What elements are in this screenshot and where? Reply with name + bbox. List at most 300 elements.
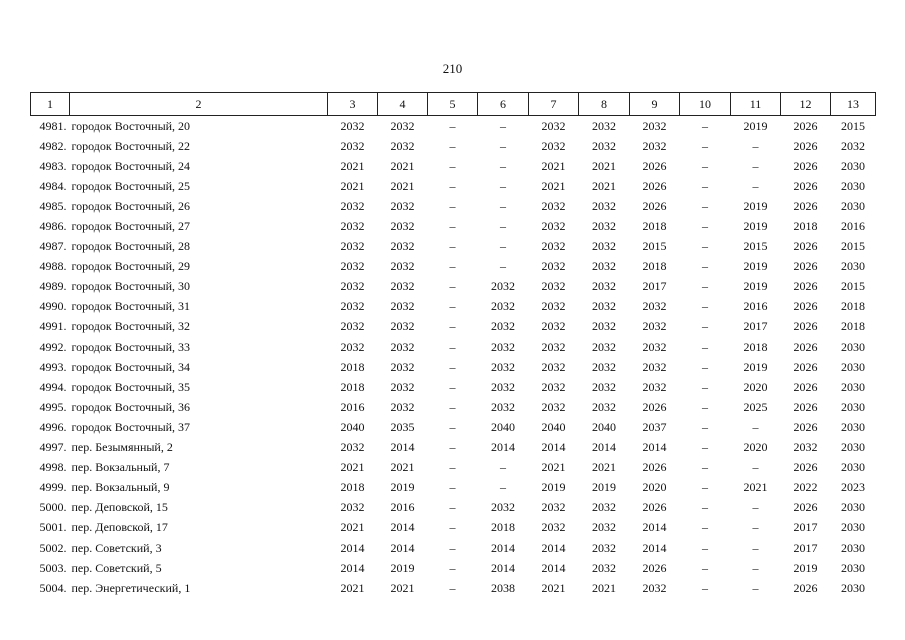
address-cell: городок Восточный, 22 xyxy=(71,138,191,153)
year-cell: 2032 xyxy=(390,219,415,234)
year-cell: 2032 xyxy=(541,399,566,414)
table-row xyxy=(31,538,876,558)
year-cell: – xyxy=(449,138,456,153)
year-cell: – xyxy=(702,138,708,153)
year-cell: 2018 xyxy=(642,219,667,234)
year-cell: – xyxy=(449,198,456,213)
year-cell: 2032 xyxy=(340,118,365,133)
column-header-2: 2 xyxy=(70,93,328,116)
address-cell: городок Восточный, 20 xyxy=(71,118,191,133)
year-cell: 2032 xyxy=(642,319,667,334)
address-cell: пер. Энергетический, 1 xyxy=(71,580,191,595)
address-cell: пер. Деповской, 15 xyxy=(71,500,168,515)
year-cell: 2032 xyxy=(642,118,667,133)
year-cell: 2032 xyxy=(340,319,365,334)
address-cell: городок Восточный, 29 xyxy=(71,259,191,274)
year-cell: 2014 xyxy=(491,440,515,455)
year-cell: 2032 xyxy=(491,339,515,354)
year-cell: 2032 xyxy=(541,339,566,354)
year-cell: – xyxy=(500,158,506,173)
address-cell: пер. Безымянный, 2 xyxy=(71,440,173,455)
year-cell: 2032 xyxy=(541,118,566,133)
address-cell: городок Восточный, 32 xyxy=(71,319,191,334)
year-cell: 2032 xyxy=(642,339,667,354)
year-cell: 2019 xyxy=(743,259,768,274)
year-cell: 2018 xyxy=(841,299,865,314)
year-cell: 2032 xyxy=(841,138,865,153)
year-cell: 2014 xyxy=(642,540,667,555)
address-cell: городок Восточный, 26 xyxy=(71,198,191,213)
year-cell: 2017 xyxy=(642,279,667,294)
year-cell: – xyxy=(449,460,456,475)
year-cell: 2030 xyxy=(841,500,865,515)
row-number: 4996. xyxy=(39,419,67,434)
year-cell: 2040 xyxy=(541,419,566,434)
year-cell: – xyxy=(752,460,759,475)
year-cell: – xyxy=(449,419,456,434)
year-cell: – xyxy=(702,440,708,455)
table-body xyxy=(31,116,876,599)
year-cell: – xyxy=(702,460,708,475)
year-cell: – xyxy=(752,540,759,555)
year-cell: 2015 xyxy=(743,239,768,254)
row-number: 4981. xyxy=(39,118,67,133)
table-row xyxy=(31,216,876,236)
year-cell: 2026 xyxy=(642,500,667,515)
address-cell: городок Восточный, 37 xyxy=(71,419,191,434)
year-cell: 2019 xyxy=(743,219,768,234)
table-row xyxy=(31,478,876,498)
address-cell: городок Восточный, 25 xyxy=(71,178,191,193)
year-cell: – xyxy=(752,178,759,193)
year-cell: 2014 xyxy=(541,540,566,555)
year-cell: 2032 xyxy=(340,339,365,354)
year-cell: 2032 xyxy=(390,299,415,314)
year-cell: 2018 xyxy=(340,480,365,495)
year-cell: 2032 xyxy=(541,299,566,314)
year-cell: 2032 xyxy=(390,339,415,354)
year-cell: 2032 xyxy=(592,359,616,374)
year-cell: 2015 xyxy=(642,239,667,254)
year-cell: 2026 xyxy=(793,279,818,294)
column-header-7: 7 xyxy=(529,93,579,116)
year-cell: 2032 xyxy=(390,379,415,394)
year-cell: 2026 xyxy=(642,178,667,193)
year-cell: – xyxy=(500,460,506,475)
year-cell: 2030 xyxy=(841,560,865,575)
year-cell: 2019 xyxy=(592,480,616,495)
row-number: 4982. xyxy=(39,138,67,153)
year-cell: 2035 xyxy=(390,419,415,434)
year-cell: – xyxy=(449,178,456,193)
year-cell: 2021 xyxy=(743,480,768,495)
year-cell: – xyxy=(702,560,708,575)
year-cell: 2026 xyxy=(793,379,818,394)
year-cell: 2030 xyxy=(841,359,865,374)
year-cell: 2021 xyxy=(541,178,566,193)
year-cell: 2032 xyxy=(541,138,566,153)
table-row xyxy=(31,136,876,156)
year-cell: 2037 xyxy=(642,419,667,434)
year-cell: 2026 xyxy=(642,460,667,475)
year-cell: – xyxy=(702,118,708,133)
table-row xyxy=(31,317,876,337)
year-cell: 2030 xyxy=(841,419,865,434)
year-cell: 2032 xyxy=(541,500,566,515)
year-cell: 2030 xyxy=(841,580,865,595)
year-cell: – xyxy=(702,239,708,254)
year-cell: – xyxy=(449,319,456,334)
year-cell: 2032 xyxy=(390,319,415,334)
year-cell: 2014 xyxy=(642,440,667,455)
year-cell: 2016 xyxy=(743,299,768,314)
year-cell: 2014 xyxy=(340,560,365,575)
table-row xyxy=(31,558,876,578)
year-cell: – xyxy=(449,440,456,455)
year-cell: 2032 xyxy=(390,279,415,294)
year-cell: 2021 xyxy=(390,580,415,595)
year-cell: 2019 xyxy=(743,118,768,133)
column-header-12: 12 xyxy=(781,93,831,116)
year-cell: 2032 xyxy=(541,520,566,535)
year-cell: 2026 xyxy=(793,460,818,475)
year-cell: 2021 xyxy=(340,460,365,475)
year-cell: 2032 xyxy=(491,500,515,515)
year-cell: 2030 xyxy=(841,198,865,213)
year-cell: – xyxy=(702,359,708,374)
year-cell: 2021 xyxy=(592,580,616,595)
year-cell: 2026 xyxy=(793,500,818,515)
year-cell: 2026 xyxy=(793,239,818,254)
year-cell: 2014 xyxy=(491,560,515,575)
year-cell: 2025 xyxy=(743,399,768,414)
year-cell: – xyxy=(702,580,708,595)
year-cell: – xyxy=(702,198,708,213)
table-row xyxy=(31,498,876,518)
year-cell: 2021 xyxy=(340,520,365,535)
row-number: 4983. xyxy=(39,158,67,173)
year-cell: – xyxy=(702,259,708,274)
year-cell: 2032 xyxy=(390,359,415,374)
year-cell: 2032 xyxy=(340,239,365,254)
year-cell: – xyxy=(702,279,708,294)
column-header-6: 6 xyxy=(478,93,529,116)
row-number: 4993. xyxy=(39,359,67,374)
year-cell: – xyxy=(702,520,708,535)
year-cell: 2026 xyxy=(793,419,818,434)
year-cell: – xyxy=(752,419,759,434)
year-cell: 2021 xyxy=(340,158,365,173)
column-header-9: 9 xyxy=(630,93,680,116)
year-cell: 2032 xyxy=(592,239,616,254)
year-cell: 2018 xyxy=(340,359,365,374)
row-number: 4989. xyxy=(39,279,67,294)
year-cell: 2032 xyxy=(390,259,415,274)
year-cell: 2030 xyxy=(841,339,865,354)
year-cell: 2019 xyxy=(390,480,415,495)
address-cell: городок Восточный, 30 xyxy=(71,279,191,294)
year-cell: 2026 xyxy=(793,319,818,334)
year-cell: 2032 xyxy=(390,239,415,254)
year-cell: 2032 xyxy=(541,359,566,374)
page-number: 210 xyxy=(442,61,463,76)
row-number: 4991. xyxy=(39,319,67,334)
year-cell: 2018 xyxy=(491,520,515,535)
year-cell: 2032 xyxy=(592,399,616,414)
year-cell: 2032 xyxy=(340,259,365,274)
year-cell: 2026 xyxy=(793,580,818,595)
year-cell: 2018 xyxy=(340,379,365,394)
year-cell: 2032 xyxy=(592,118,616,133)
year-cell: – xyxy=(702,379,708,394)
year-cell: 2032 xyxy=(491,399,515,414)
year-cell: 2026 xyxy=(642,399,667,414)
year-cell: 2032 xyxy=(340,219,365,234)
column-header-3: 3 xyxy=(328,93,378,116)
year-cell: 2038 xyxy=(491,580,515,595)
year-cell: 2032 xyxy=(491,359,515,374)
year-cell: – xyxy=(449,279,456,294)
year-cell: 2040 xyxy=(340,419,365,434)
year-cell: 2014 xyxy=(541,440,566,455)
row-number: 4987. xyxy=(39,239,67,254)
year-cell: 2032 xyxy=(340,500,365,515)
year-cell: 2032 xyxy=(541,319,566,334)
year-cell: – xyxy=(752,158,759,173)
year-cell: 2019 xyxy=(743,279,768,294)
row-number: 4984. xyxy=(39,178,67,193)
year-cell: 2032 xyxy=(592,540,616,555)
address-cell: городок Восточный, 34 xyxy=(71,359,191,374)
year-cell: 2021 xyxy=(390,460,415,475)
year-cell: – xyxy=(500,198,506,213)
address-cell: городок Восточный, 24 xyxy=(71,158,191,173)
year-cell: 2032 xyxy=(491,319,515,334)
year-cell: 2032 xyxy=(592,299,616,314)
year-cell: 2032 xyxy=(592,259,616,274)
year-cell: 2014 xyxy=(592,440,616,455)
year-cell: 2018 xyxy=(793,219,818,234)
column-header-1: 1 xyxy=(31,93,70,116)
year-cell: 2032 xyxy=(592,500,616,515)
row-number: 4986. xyxy=(39,219,67,234)
year-cell: 2032 xyxy=(642,359,667,374)
year-cell: 2015 xyxy=(841,118,865,133)
table-row xyxy=(31,357,876,377)
year-cell: – xyxy=(702,158,708,173)
year-cell: – xyxy=(500,259,506,274)
address-cell: пер. Советский, 5 xyxy=(71,560,162,575)
year-cell: 2026 xyxy=(793,359,818,374)
year-cell: – xyxy=(449,339,456,354)
year-cell: 2032 xyxy=(592,520,616,535)
year-cell: – xyxy=(752,500,759,515)
year-cell: 2026 xyxy=(642,560,667,575)
year-cell: – xyxy=(500,138,506,153)
year-cell: – xyxy=(752,560,759,575)
year-cell: 2020 xyxy=(743,440,768,455)
address-cell: городок Восточный, 27 xyxy=(71,219,191,234)
year-cell: 2020 xyxy=(743,379,768,394)
year-cell: 2032 xyxy=(340,299,365,314)
year-cell: – xyxy=(702,540,708,555)
table-row xyxy=(31,297,876,317)
year-cell: 2019 xyxy=(743,359,768,374)
year-cell: 2015 xyxy=(841,279,865,294)
year-cell: 2015 xyxy=(841,239,865,254)
year-cell: 2032 xyxy=(491,299,515,314)
year-cell: 2032 xyxy=(390,198,415,213)
year-cell: – xyxy=(500,118,506,133)
year-cell: 2021 xyxy=(592,178,616,193)
year-cell: 2030 xyxy=(841,440,865,455)
year-cell: 2020 xyxy=(642,480,667,495)
year-cell: – xyxy=(702,178,708,193)
year-cell: – xyxy=(752,580,759,595)
year-cell: 2017 xyxy=(793,520,818,535)
year-cell: 2032 xyxy=(592,339,616,354)
row-number: 4994. xyxy=(39,379,67,394)
table-row xyxy=(31,458,876,478)
address-cell: городок Восточный, 33 xyxy=(71,339,191,354)
year-cell: 2032 xyxy=(390,399,415,414)
year-cell: – xyxy=(449,580,456,595)
year-cell: – xyxy=(500,480,506,495)
year-cell: 2030 xyxy=(841,379,865,394)
year-cell: 2032 xyxy=(541,379,566,394)
year-cell: – xyxy=(449,359,456,374)
table-row xyxy=(31,277,876,297)
year-cell: 2030 xyxy=(841,399,865,414)
year-cell: 2021 xyxy=(541,158,566,173)
year-cell: 2014 xyxy=(491,540,515,555)
row-number: 5003. xyxy=(39,560,67,575)
row-number: 4992. xyxy=(39,339,67,354)
year-cell: 2018 xyxy=(841,319,865,334)
year-cell: – xyxy=(449,379,456,394)
year-cell: 2030 xyxy=(841,540,865,555)
year-cell: 2019 xyxy=(390,560,415,575)
column-header-10: 10 xyxy=(680,93,731,116)
year-cell: 2017 xyxy=(743,319,768,334)
year-cell: 2032 xyxy=(541,259,566,274)
year-cell: 2018 xyxy=(743,339,768,354)
address-cell: пер. Деповской, 17 xyxy=(71,520,168,535)
row-number: 4998. xyxy=(39,460,67,475)
year-cell: 2014 xyxy=(390,440,415,455)
year-cell: 2019 xyxy=(541,480,566,495)
year-cell: 2032 xyxy=(390,118,415,133)
year-cell: 2030 xyxy=(841,460,865,475)
year-cell: 2032 xyxy=(541,198,566,213)
year-cell: – xyxy=(500,239,506,254)
year-cell: 2032 xyxy=(592,138,616,153)
year-cell: 2014 xyxy=(390,520,415,535)
year-cell: 2021 xyxy=(340,580,365,595)
table-row xyxy=(31,116,876,137)
year-cell: 2026 xyxy=(793,118,818,133)
year-cell: 2032 xyxy=(642,299,667,314)
year-cell: 2032 xyxy=(592,279,616,294)
year-cell: 2026 xyxy=(793,259,818,274)
table-row xyxy=(31,257,876,277)
year-cell: 2023 xyxy=(841,480,865,495)
year-cell: 2032 xyxy=(340,440,365,455)
year-cell: 2021 xyxy=(541,460,566,475)
year-cell: – xyxy=(702,219,708,234)
year-cell: – xyxy=(449,158,456,173)
year-cell: 2021 xyxy=(390,178,415,193)
year-cell: 2030 xyxy=(841,178,865,193)
row-number: 4995. xyxy=(39,399,67,414)
year-cell: 2026 xyxy=(793,178,818,193)
year-cell: 2021 xyxy=(390,158,415,173)
year-cell: 2026 xyxy=(642,198,667,213)
year-cell: 2026 xyxy=(642,158,667,173)
year-cell: – xyxy=(500,178,506,193)
year-cell: – xyxy=(702,480,708,495)
column-header-4: 4 xyxy=(378,93,428,116)
year-cell: 2021 xyxy=(592,158,616,173)
year-cell: – xyxy=(449,299,456,314)
row-number: 5002. xyxy=(39,540,67,555)
table-row xyxy=(31,337,876,357)
year-cell: 2030 xyxy=(841,259,865,274)
year-cell: 2026 xyxy=(793,198,818,213)
year-cell: – xyxy=(449,540,456,555)
table-row xyxy=(31,176,876,196)
year-cell: 2022 xyxy=(793,480,818,495)
address-cell: городок Восточный, 36 xyxy=(71,399,191,414)
table-row xyxy=(31,417,876,437)
address-cell: городок Восточный, 28 xyxy=(71,239,191,254)
row-number: 5004. xyxy=(39,580,67,595)
row-number: 4990. xyxy=(39,299,67,314)
year-cell: 2032 xyxy=(592,379,616,394)
year-cell: 2032 xyxy=(592,319,616,334)
year-cell: 2014 xyxy=(642,520,667,535)
year-cell: – xyxy=(702,500,708,515)
year-cell: 2026 xyxy=(793,339,818,354)
address-cell: пер. Советский, 3 xyxy=(71,540,162,555)
table-row xyxy=(31,196,876,216)
year-cell: 2032 xyxy=(491,279,515,294)
address-cell: городок Восточный, 35 xyxy=(71,379,191,394)
table-row xyxy=(31,156,876,176)
row-number: 4985. xyxy=(39,198,67,213)
year-cell: 2032 xyxy=(642,379,667,394)
year-cell: – xyxy=(449,560,456,575)
year-cell: 2032 xyxy=(491,379,515,394)
year-cell: 2032 xyxy=(592,198,616,213)
year-cell: 2021 xyxy=(340,178,365,193)
data-table xyxy=(30,92,876,598)
year-cell: – xyxy=(702,319,708,334)
year-cell: 2032 xyxy=(340,198,365,213)
year-cell: 2040 xyxy=(592,419,616,434)
year-cell: – xyxy=(449,239,456,254)
year-cell: 2016 xyxy=(340,399,365,414)
year-cell: 2026 xyxy=(793,138,818,153)
column-header-8: 8 xyxy=(579,93,630,116)
year-cell: 2030 xyxy=(841,158,865,173)
table-row xyxy=(31,397,876,417)
row-number: 4997. xyxy=(39,440,67,455)
year-cell: 2016 xyxy=(841,219,865,234)
year-cell: – xyxy=(752,520,759,535)
year-cell: 2032 xyxy=(541,219,566,234)
year-cell: – xyxy=(702,419,708,434)
